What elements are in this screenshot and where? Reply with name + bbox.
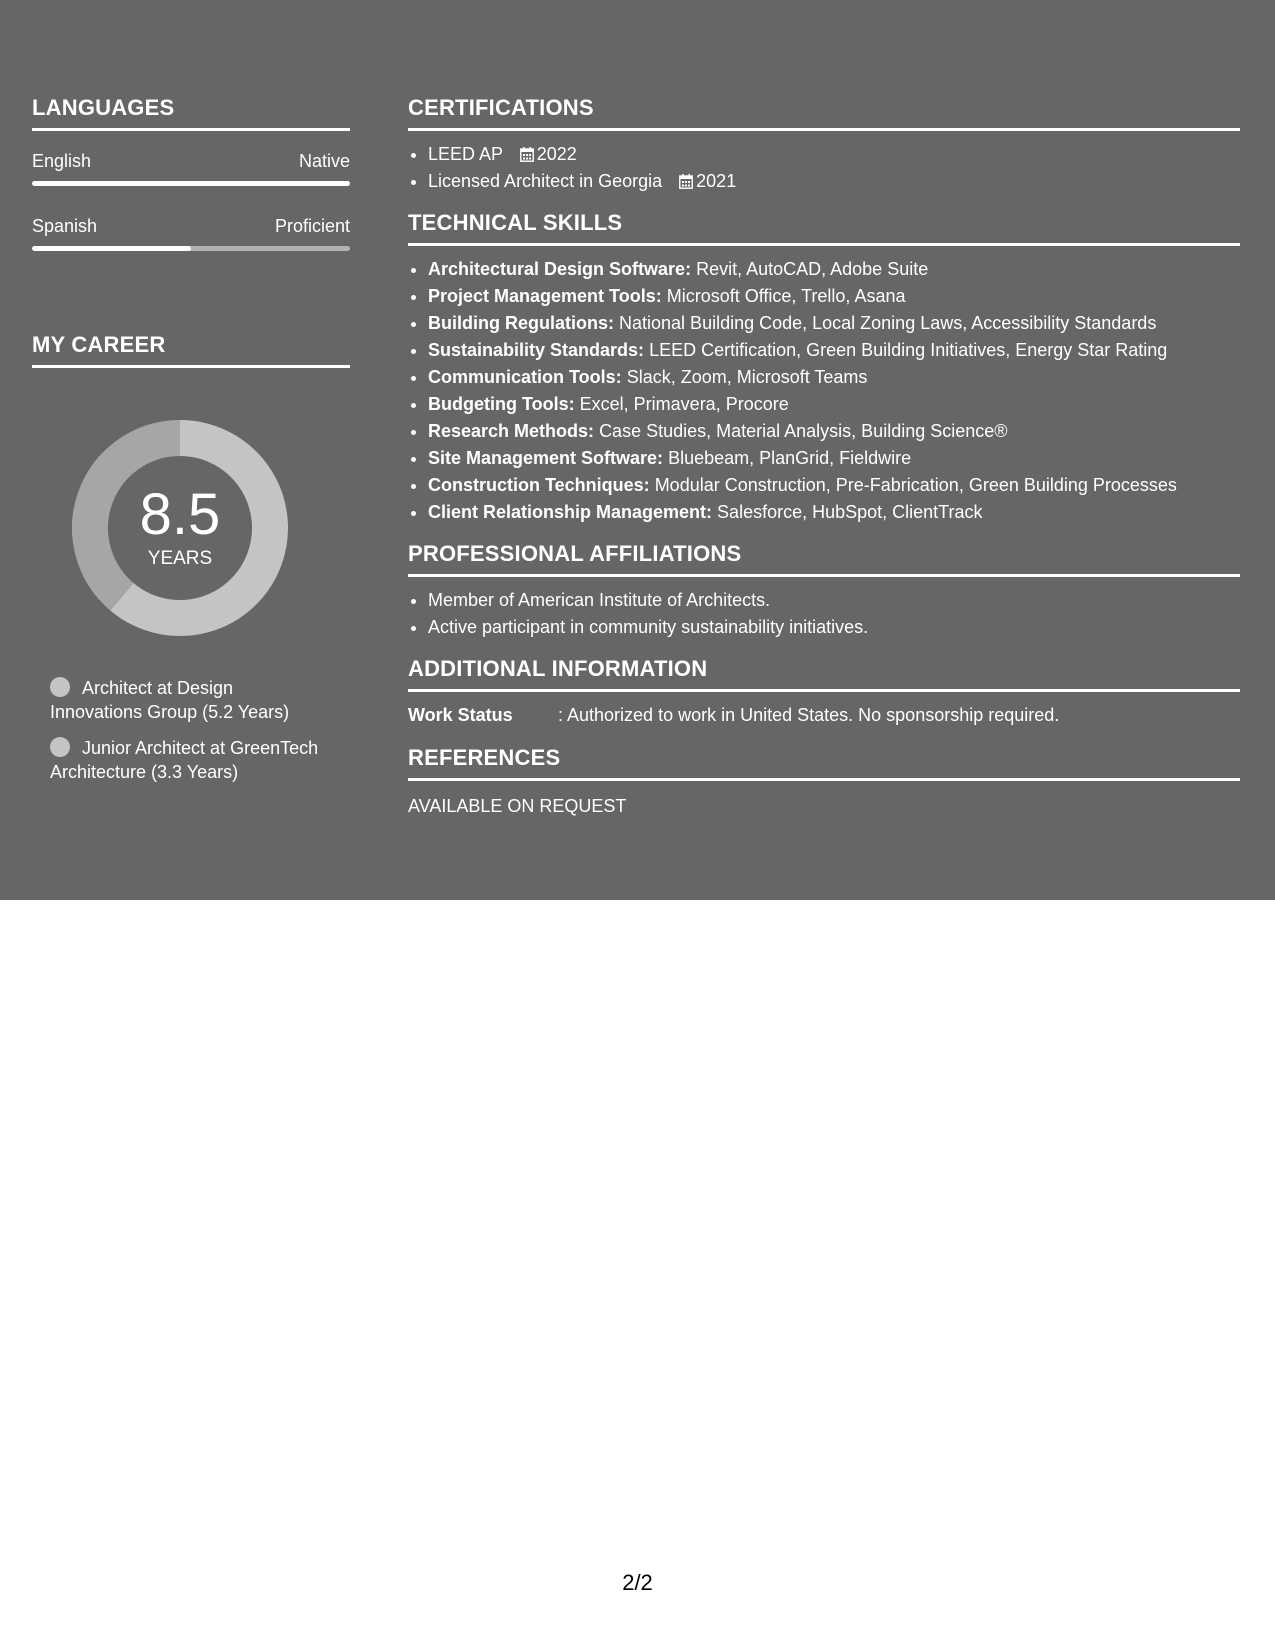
skill-item <box>428 445 1240 472</box>
skill-values: National Building Code, Local Zoning Laws, Accessibility Standards <box>619 313 1157 333</box>
additional-info-section <box>408 655 1240 728</box>
certification-item <box>428 141 1240 168</box>
skill-category: Communication Tools: <box>428 367 622 387</box>
skill-category: Budgeting Tools: <box>428 394 575 414</box>
skill-values: Salesforce, HubSpot, ClientTrack <box>717 502 983 522</box>
certifications-list <box>408 141 1240 195</box>
skill-category: Architectural Design Software: <box>428 259 692 279</box>
career-title: MY CAREER <box>32 331 350 368</box>
certification-name: LEED AP <box>428 144 503 164</box>
language-item-english <box>32 149 350 186</box>
skill-values: Revit, AutoCAD, Adobe Suite <box>696 259 929 279</box>
career-total-unit: YEARS <box>147 548 213 569</box>
legend-item <box>50 736 320 784</box>
affiliation-item: • Member of American Institute of Architects. <box>428 587 1240 614</box>
certifications-section <box>408 94 1240 195</box>
skill-category: Building Regulations: <box>428 313 614 333</box>
certification-name: Licensed Architect in Georgia <box>428 171 663 191</box>
skill-item <box>428 310 1240 337</box>
technical-skills-list <box>408 256 1240 526</box>
career-legend <box>50 676 320 784</box>
languages-title: LANGUAGES <box>32 94 350 131</box>
skill-item <box>428 418 1240 445</box>
additional-info-title: ADDITIONAL INFORMATION <box>408 655 1240 692</box>
calendar-icon <box>520 147 534 162</box>
career-donut-chart <box>66 414 294 642</box>
language-level-fill <box>32 181 350 186</box>
languages-section <box>32 94 350 251</box>
page-number: 2/2 <box>622 1570 653 1595</box>
legend-label: Junior Architect at GreenTech Architecture (3.3 Years) <box>50 738 319 782</box>
skill-item <box>428 283 1240 310</box>
skill-category: Project Management Tools: <box>428 286 662 306</box>
references-section <box>408 744 1240 819</box>
references-title: REFERENCES <box>408 744 1240 781</box>
work-status-label: Work Status <box>408 705 513 725</box>
skill-values: LEED Certification, Green Building Initiatives, Energy Star Rating <box>649 340 1168 360</box>
certifications-title: CERTIFICATIONS <box>408 94 1240 131</box>
language-level-fill <box>32 246 191 251</box>
left-column <box>32 94 350 796</box>
certification-item <box>428 168 1240 195</box>
skill-category: Construction Techniques: <box>428 475 650 495</box>
calendar-icon <box>679 174 693 189</box>
skill-item <box>428 337 1240 364</box>
skill-item <box>428 391 1240 418</box>
language-name: English <box>32 151 92 171</box>
skill-category: Sustainability Standards: <box>428 340 645 360</box>
legend-dot-icon <box>50 737 70 757</box>
language-item-spanish <box>32 214 350 251</box>
technical-skills-title: TECHNICAL SKILLS <box>408 209 1240 246</box>
skill-item <box>428 472 1240 499</box>
skill-category: Client Relationship Management: <box>428 502 713 522</box>
affiliations-section <box>408 540 1240 641</box>
work-status-value: : Authorized to work in United States. No sponsorship required. <box>558 705 1060 725</box>
technical-skills-section <box>408 209 1240 526</box>
references-text: AVAILABLE ON REQUEST <box>408 796 627 816</box>
language-level: Native <box>298 151 350 171</box>
certification-year: 2021 <box>696 171 737 191</box>
affiliation-item: • Active participant in community sustainability initiatives. <box>428 614 1240 641</box>
skill-values: Bluebeam, PlanGrid, Fieldwire <box>668 448 912 468</box>
language-level-bar <box>32 181 350 186</box>
certification-year: 2022 <box>536 144 577 164</box>
career-section <box>32 331 350 784</box>
legend-item <box>50 676 320 724</box>
career-total-value: 8.5 <box>139 482 221 547</box>
skill-values: Excel, Primavera, Procore <box>579 394 789 414</box>
work-status-row <box>408 702 1240 728</box>
affiliations-list <box>408 587 1240 641</box>
skill-values: Microsoft Office, Trello, Asana <box>666 286 906 306</box>
skill-category: Site Management Software: <box>428 448 664 468</box>
language-name: Spanish <box>32 216 98 236</box>
legend-dot-icon <box>50 677 70 697</box>
skill-values: Slack, Zoom, Microsoft Teams <box>626 367 868 387</box>
skill-values: Modular Construction, Pre-Fabrication, Green Building Processes <box>654 475 1177 495</box>
donut-center <box>66 414 294 642</box>
right-column <box>408 94 1240 819</box>
skill-values: Case Studies, Material Analysis, Building Science® <box>599 421 1008 441</box>
language-level: Proficient <box>274 216 350 236</box>
affiliations-title: PROFESSIONAL AFFILIATIONS <box>408 540 1240 577</box>
skill-item <box>428 256 1240 283</box>
legend-label: Architect at Design Innovations Group (5.2 Years) <box>50 678 290 722</box>
skill-category: Research Methods: <box>428 421 595 441</box>
skill-item <box>428 364 1240 391</box>
language-level-bar <box>32 246 350 251</box>
skill-item <box>428 499 1240 526</box>
